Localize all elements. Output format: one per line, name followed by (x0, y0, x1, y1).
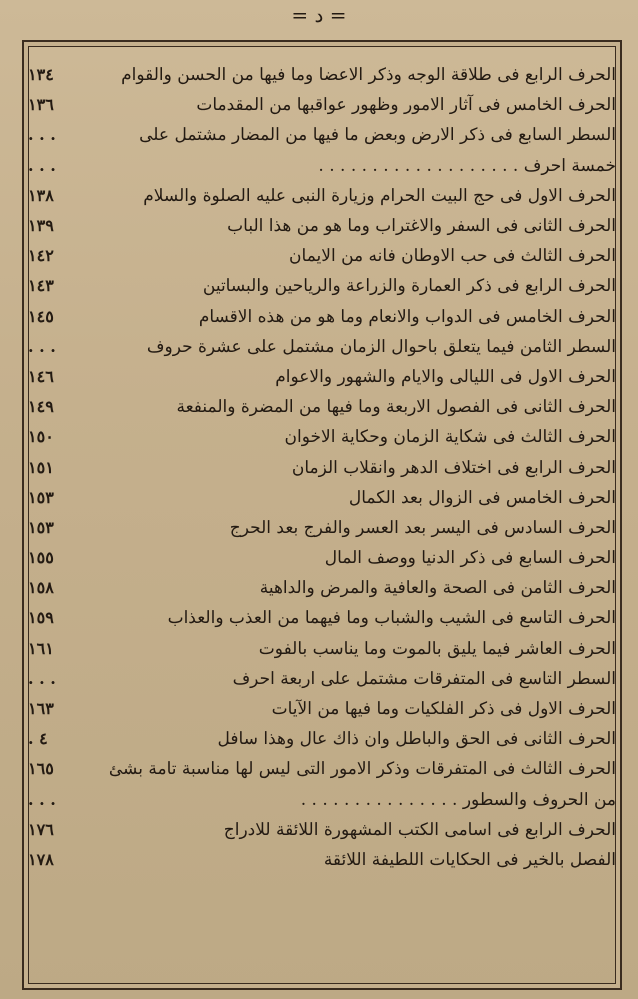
toc-entry-title: الحرف الثانى فى السفر والاغتراب وما هو من هذا الباب (227, 216, 616, 237)
toc-entry (28, 181, 616, 211)
toc-entry-page-number: ١٥٩ (28, 608, 54, 628)
toc-entry-page-number: . . . (28, 789, 56, 809)
toc-entry-title: الحرف الاول فى حج البيت الحرام وزيارة النبى عليه الصلوة والسلام (143, 185, 616, 206)
toc-entry-title: خمسة احرف . . . . . . . . . . . . . . . . . . . (318, 155, 616, 176)
toc-entry-title: الفصل بالخير فى الحكايات اللطيفة اللائقة (323, 849, 616, 870)
toc-entry-title: الحرف الثانى فى الحق والباطل وان ذاك عال وهذا سافل (217, 729, 616, 750)
toc-entry-page-number: ١٥٣ (28, 487, 54, 507)
toc-entry (28, 120, 616, 150)
toc-entry (28, 483, 616, 513)
toc-entry (28, 422, 616, 452)
toc-entry-page-number: ١٧٦ (28, 819, 54, 839)
toc-entry (28, 271, 616, 301)
toc-entry (28, 634, 616, 664)
toc-entry-title: الحرف الاول فى ذكر الفلكيات وما فيها من الآيات (271, 699, 616, 720)
toc-entry (28, 513, 616, 543)
toc-entry-title: الحرف الخامس فى الدواب والانعام وما هو من هذه الاقسام (198, 306, 616, 327)
toc-entry-page-number: . . . (28, 155, 56, 175)
toc-entry-page-number: ١٤٢ (28, 246, 54, 266)
toc-entry (28, 664, 616, 694)
toc-entry-page-number: ١٤٣ (28, 276, 54, 296)
page-number-header: = د = (291, 3, 347, 27)
toc-entry (28, 151, 616, 181)
toc-entry (28, 724, 616, 754)
toc-entry-page-number: ١٧٨ (28, 849, 54, 869)
toc-entry (28, 90, 616, 120)
toc-entry-page-number: ١٤٥ (28, 306, 54, 326)
toc-entry-title: الحرف الرابع فى اختلاف الدهر وانقلاب الزمان (291, 457, 616, 478)
toc-entry-title: الحرف الثانى فى الفصول الاربعة وما فيها من المضرة والمنفعة (176, 397, 616, 418)
toc-entry-page-number: ١٤٦ (28, 366, 54, 386)
toc-entry-title: الحرف الثالث فى شكاية الزمان وحكاية الاخوان (284, 427, 616, 448)
toc-entry-title: الحرف الرابع فى ذكر العمارة والزراعة والرياحين والبساتين (202, 276, 616, 297)
toc-entry-title: الحرف السادس فى اليسر بعد العسر والفرج بعد الحرج (229, 517, 616, 538)
toc-entry (28, 211, 616, 241)
toc-entry (28, 332, 616, 362)
toc-entry-page-number: ١٤٩ (28, 397, 54, 417)
toc-entry (28, 302, 616, 332)
toc-entry (28, 815, 616, 845)
toc-entry-page-number: ١٥٥ (28, 548, 54, 568)
toc-entry-page-number: ١٦٥ (28, 759, 54, 779)
toc-entry (28, 603, 616, 633)
toc-entry (28, 60, 616, 90)
toc-entry (28, 694, 616, 724)
toc-entry-title: الحرف الثالث فى حب الاوطان فانه من الايمان (289, 246, 616, 267)
toc-entry-page-number: ١٦١ (28, 638, 54, 658)
toc-entry-title: الحرف الرابع فى طلاقة الوجه وذكر الاعضا وما فيها من الحسن والقوام (121, 65, 616, 86)
toc-entry-page-number: ١٥١ (28, 457, 54, 477)
toc-entry (28, 452, 616, 482)
toc-entry-page-number: ١٥٨ (28, 578, 54, 598)
toc-entry (28, 362, 616, 392)
toc-entry-page-number: ١٣٩ (28, 216, 54, 236)
toc-entry-page-number: . . . (28, 125, 56, 145)
toc-entry-title: السطر السابع فى ذكر الارض وبعض ما فيها من المضار مشتمل على (139, 125, 616, 146)
toc-entry-title: الحرف الاول فى الليالى والايام والشهور والاعوام (275, 366, 616, 387)
toc-entry-title: من الحروف والسطور . . . . . . . . . . . . . . . (300, 789, 616, 810)
toc-entry-page-number: ١٣٦ (28, 95, 54, 115)
toc-entry-title: الحرف العاشر فيما يليق بالموت وما يناسب بالفوت (258, 638, 616, 659)
toc-entry-page-number: . ٤ (28, 729, 48, 749)
toc-entry-title: الحرف الرابع فى اسامى الكتب المشهورة اللائقة للادراج (223, 819, 616, 840)
toc-entry-title: الحرف الخامس فى الزوال بعد الكمال (348, 487, 616, 508)
toc-entry (28, 754, 616, 784)
toc-entry-page-number: . . . (28, 668, 56, 688)
toc-entry (28, 241, 616, 271)
toc-entry-page-number: ١٥٠ (28, 427, 54, 447)
table-of-contents (28, 60, 616, 875)
toc-entry-title: الحرف الخامس فى آثار الامور وظهور عواقبها من المقدمات (196, 95, 616, 116)
toc-entry (28, 785, 616, 815)
toc-entry-title: الحرف التاسع فى الشيب والشباب وما فيهما من العذب والعذاب (167, 608, 616, 629)
toc-entry (28, 543, 616, 573)
toc-entry (28, 392, 616, 422)
toc-entry (28, 845, 616, 875)
toc-entry-title: السطر التاسع فى المتفرقات مشتمل على اربعة احرف (232, 668, 616, 689)
toc-entry (28, 573, 616, 603)
toc-entry-title: الحرف الثامن فى الصحة والعافية والمرض والداهية (259, 578, 616, 599)
toc-entry-page-number: ١٦٣ (28, 699, 54, 719)
toc-entry-title: السطر الثامن فيما يتعلق باحوال الزمان مشتمل على عشرة حروف (146, 336, 616, 357)
toc-entry-page-number: ١٣٨ (28, 185, 54, 205)
toc-entry-title: الحرف السابع فى ذكر الدنيا ووصف المال (324, 548, 616, 569)
toc-entry-page-number: ١٥٣ (28, 517, 54, 537)
toc-entry-title: الحرف الثالث فى المتفرقات وذكر الامور التى ليس لها مناسبة تامة بشئ (108, 759, 616, 780)
toc-entry-page-number: . . . (28, 336, 56, 356)
toc-entry-page-number: ١٣٤ (28, 65, 54, 85)
